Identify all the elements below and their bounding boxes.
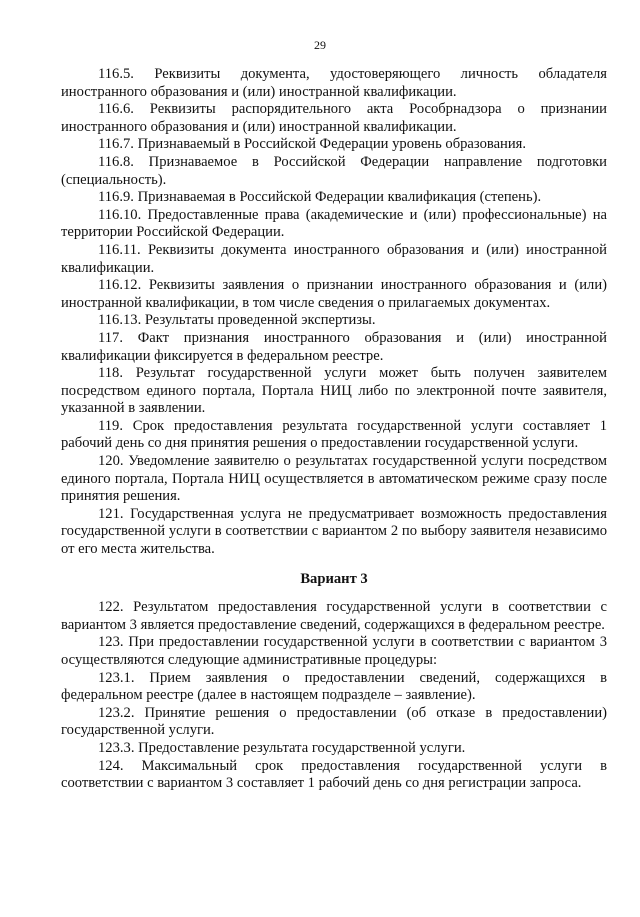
paragraph-116-5: 116.5. Реквизиты документа, удостоверяющего личность обладателя иностранного образования и (или) иностранной квалификации. — [61, 66, 607, 100]
section-heading: Вариант 3 — [300, 570, 368, 587]
page-number: 29 — [314, 38, 326, 52]
paragraph-116-7: 116.7. Признаваемый в Российской Федерации уровень образования. — [98, 136, 527, 153]
paragraph-116-8: 116.8. Признаваемое в Российской Федерации направление подготовки (специальность). — [61, 153, 607, 188]
paragraph-123-3: 123.3. Предоставление результата государственной услуги. — [98, 739, 466, 756]
paragraph-119: 119. Срок предоставления результата государственной услуги составляет 1 рабочий день со дня принятия решения о предоставлении государственной услуги. — [61, 417, 607, 452]
paragraph-123: 123. При предоставлении государственной услуги в соответствии с вариантом 3 осуществляются следующие административные процедуры: — [61, 634, 607, 668]
document-body — [61, 66, 607, 793]
paragraph-116-12: 116.12. Реквизиты заявления о признании иностранного образования и (или) иностранной квалификации, в том числе сведения о прилагаемых документах. — [61, 277, 607, 311]
paragraph-116-9: 116.9. Признаваемая в Российской Федерации квалификация (степень). — [98, 189, 542, 206]
paragraph-121: 121. Государственная услуга не предусматривает возможность предоставления государственной услуги в соответствии с вариантом 2 по выбору заявителя независимо от его места жительства. — [61, 505, 607, 558]
paragraph-118: 118. Результат государственной услуги может быть получен заявителем посредством единого портала, Портала НИЦ либо по электронной почте заявителя, указанной в заявлении. — [61, 365, 607, 417]
paragraph-124: 124. Максимальный срок предоставления государственной услуги в соответствии с вариантом 3 составляет 1 рабочий день со дня регистрации запроса. — [61, 757, 607, 792]
paragraph-122: 122. Результатом предоставления государственной услуги в соответствии с вариантом 3 является предоставление сведений, содержащихся в федеральном реестре. — [61, 599, 607, 633]
paragraph-116-10: 116.10. Предоставленные права (академические и (или) профессиональные) на территории Российской Федерации. — [61, 206, 607, 241]
paragraph-116-11: 116.11. Реквизиты документа иностранного образования и (или) иностранной квалификации. — [61, 241, 607, 276]
paragraph-123-2: 123.2. Принятие решения о предоставлении (об отказе в предоставлении) государственной услуги. — [61, 704, 607, 739]
paragraph-116-13: 116.13. Результаты проведенной экспертизы. — [98, 312, 376, 329]
paragraph-117: 117. Факт признания иностранного образования и (или) иностранной квалификации фиксируется в федеральном реестре. — [61, 329, 607, 364]
paragraph-116-6: 116.6. Реквизиты распорядительного акта Рособрнадзора о признании иностранного образования и (или) иностранной квалификации. — [61, 101, 607, 135]
paragraph-120: 120. Уведомление заявителю о результатах государственной услуги посредством единого портала, Портала НИЦ осуществляется в автоматическом режиме сразу после принятия решения. — [61, 453, 607, 505]
paragraph-123-1: 123.1. Прием заявления о предоставлении сведений, содержащихся в федеральном реестре (далее в настоящем подразделе – заявление). — [61, 669, 607, 704]
